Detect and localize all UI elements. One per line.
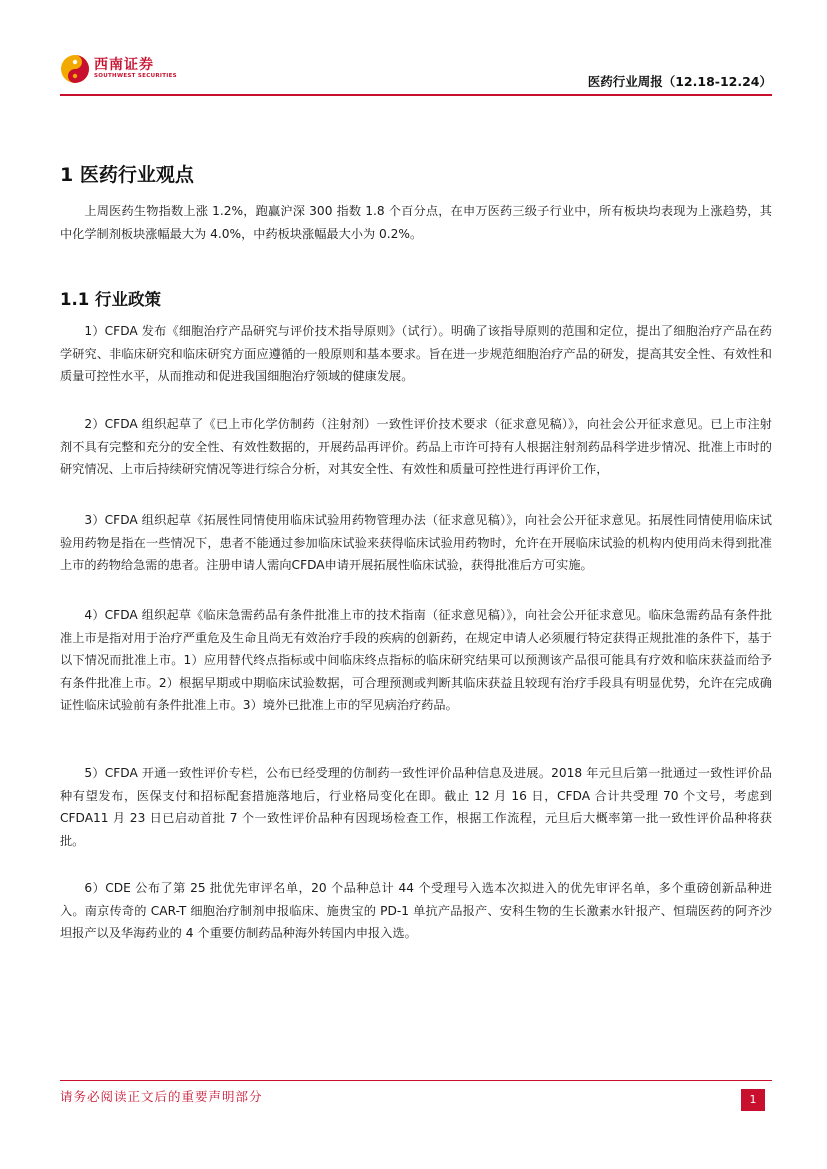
- policy-item-5: 5）CFDA 开通一致性评价专栏，公布已经受理的仿制药一致性评价品种信息及进展。2018 年元旦后第一批通过一致性评价品种有望发布，医保支付和招标配套措施落地后，行业格局变化在即。截止 12 月 16 日，CFDA 合计共受理 70 个文号，考虑到 CFDA11 月 23 日已启动首批 7 个一致性评价品种有因现场检查工作，根据工作流程，元旦后大概率第一批一致性评价品种将获批。: [60, 766, 772, 848]
- page-number: 1: [741, 1089, 765, 1111]
- policy-item-1: 1）CFDA 发布《细胞治疗产品研究与评价技术指导原则》（试行）。明确了该指导原则的范围和定位，提出了细胞治疗产品在药学研究、非临床研究和临床研究方面应遵循的一般原则和基本要求。旨在进一步规范细胞治疗产品的研发，提高其安全性、有效性和质量可控性水平，从而推动和促进我国细胞治疗领域的健康发展。: [60, 324, 772, 383]
- policy-item-2: 2）CFDA 组织起草了《已上市化学仿制药（注射剂）一致性评价技术要求（征求意见稿）》，向社会公开征求意见。已上市注射剂不具有完整和充分的安全性、有效性数据的，开展药品再评价。药品上市许可持有人根据注射剂药品科学进步情况、批准上市时的研究情况、上市后持续研究情况等进行综合分析，对其安全性、有效性和质量可控性进行再评价工作，: [60, 417, 772, 476]
- footer-divider: [60, 1080, 772, 1081]
- disclaimer-note: 请务必阅读正文后的重要声明部分: [60, 1089, 263, 1104]
- policy-item-6: 6）CDE 公布了第 25 批优先审评名单，20 个品种总计 44 个受理号入选本次拟进入的优先审评名单，多个重磅创新品种进入。南京传奇的 CAR-T 细胞治疗制剂申报临床、施贵宝的 PD-1 单抗产品报产、安科生物的生长激素水针报产、恒瑞医药的阿齐沙坦报产以及华海药业的 4 个重要仿制药品种海外转国内申报入选。: [60, 881, 772, 940]
- page-header: [60, 44, 772, 94]
- brand-name-cn: 西南证券: [94, 57, 154, 73]
- brand-logo-icon: [60, 54, 90, 84]
- report-title: 医药行业周报（12.18-12.24）: [587, 74, 772, 89]
- header-divider: [60, 94, 772, 96]
- brand-name-en: SOUTHWEST SECURITIES: [94, 73, 177, 79]
- policy-item-3: 3）CFDA 组织起草《拓展性同情使用临床试验用药物管理办法（征求意见稿）》，向社会公开征求意见。拓展性同情使用临床试验用药物是指在一些情况下，患者不能通过参加临床试验来获得临床试验用药物时，允许在开展临床试验的机构内使用尚未得到批准上市的药物给急需的患者。注册申请人需向CFDA申请开展拓展性临床试验，获得批准后方可实施。: [60, 513, 772, 572]
- section-intro-paragraph: 上周医药生物指数上涨 1.2%，跑赢沪深 300 指数 1.8 个百分点，在申万医药三级子行业中，所有板块均表现为上涨趋势，其中化学制剂板块涨幅最大为 4.0%，中药板块涨幅最大小为 0.2%。: [60, 204, 772, 241]
- brand-logo: [60, 48, 180, 88]
- section-heading: 1 医药行业观点: [60, 164, 194, 186]
- subsection-heading: 1.1 行业政策: [60, 290, 161, 309]
- policy-item-4: 4）CFDA 组织起草《临床急需药品有条件批准上市的技术指南（征求意见稿）》，向社会公开征求意见。临床急需药品有条件批准上市是指对用于治疗严重危及生命且尚无有效治疗手段的疾病的创新药，在规定申请人必须履行特定获得正规批准的条件下，基于以下情况而批准上市。1）应用替代终点指标或中间临床终点指标的临床研究结果可以预测该产品很可能具有疗效和临床获益而给予有条件批准上市。2）根据早期或中期临床试验数据，可合理预测或判断其临床获益且较现有治疗手段具有明显优势，允许在完成确证性临床试验前有条件批准上市。3）境外已批准上市的罕见病治疗药品。: [60, 608, 772, 712]
